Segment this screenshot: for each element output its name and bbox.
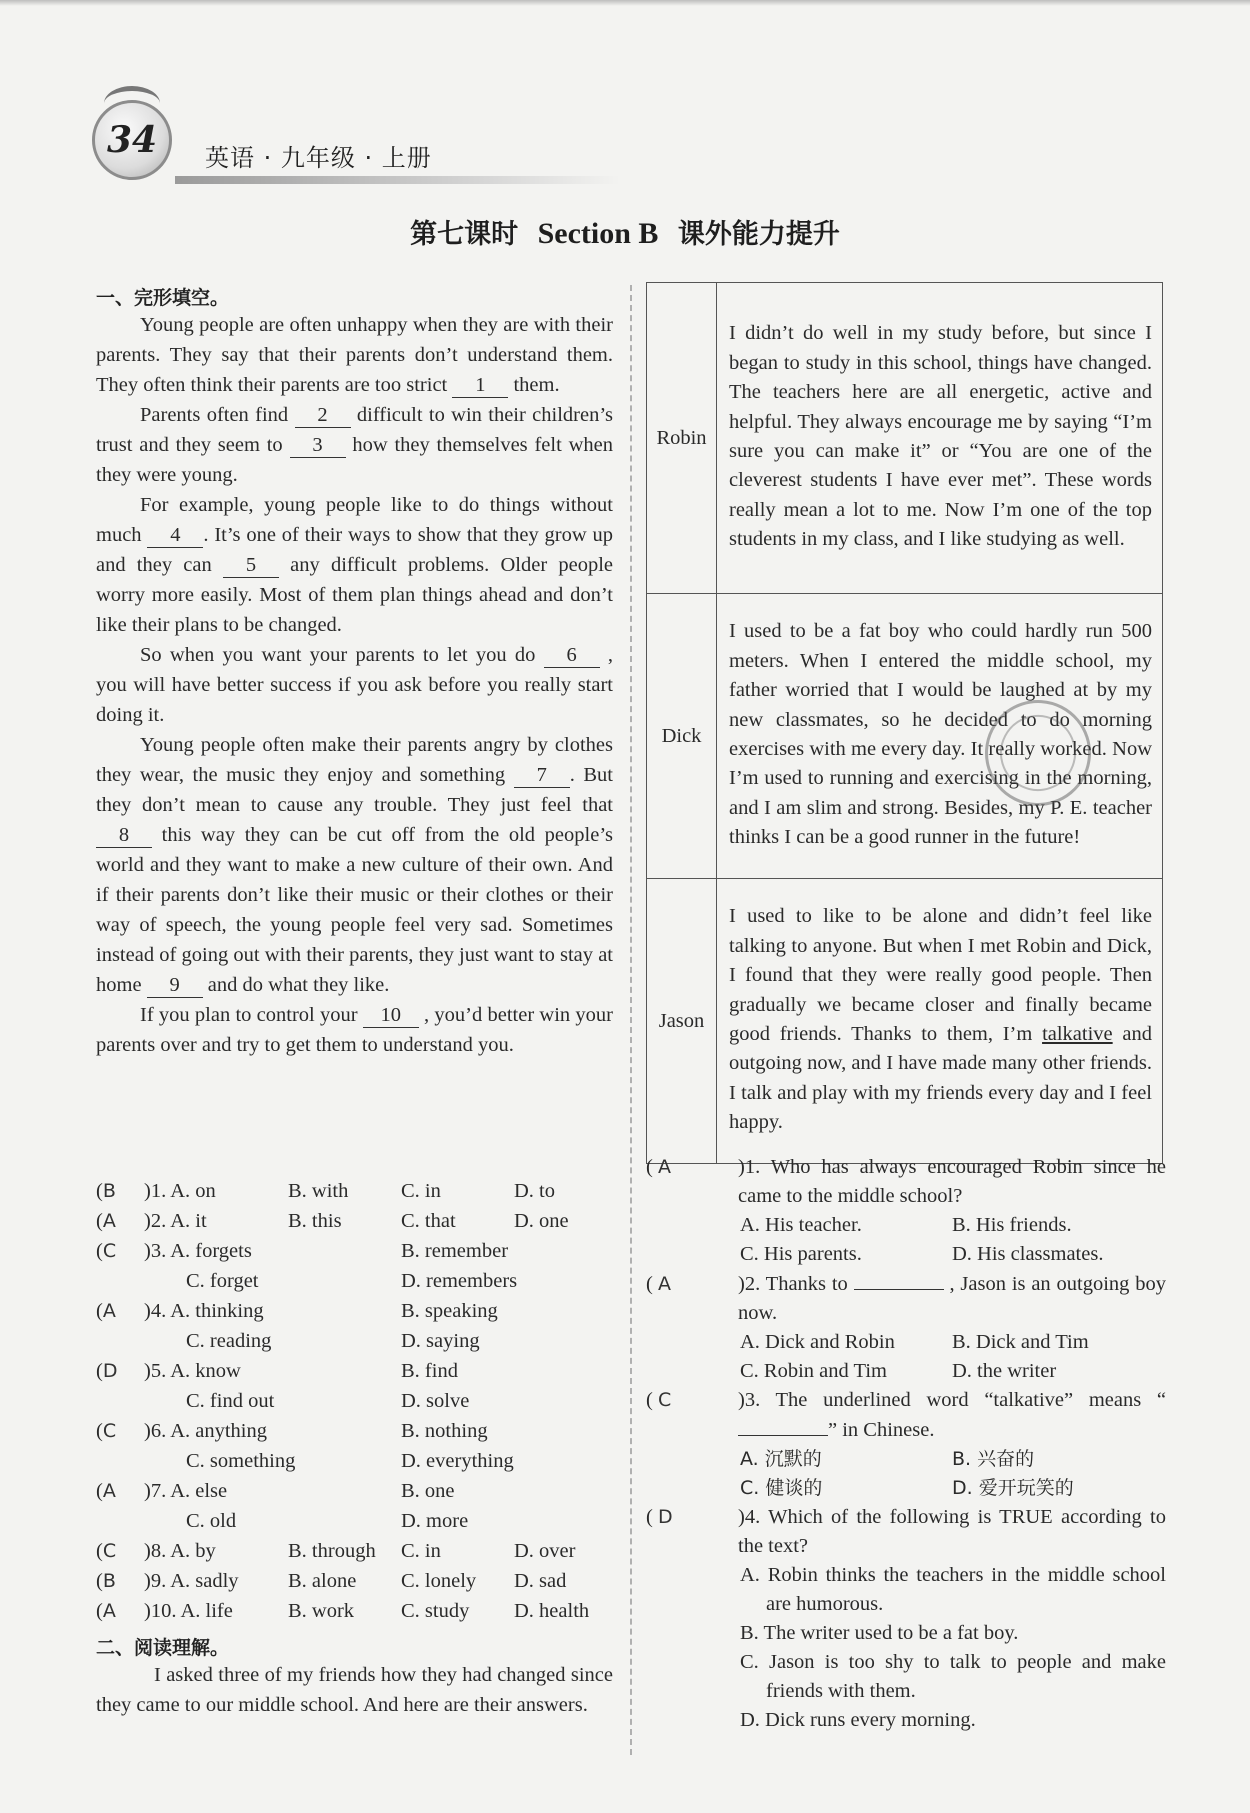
question-1	[646, 1153, 1166, 1269]
answers-table	[646, 282, 1163, 1164]
choice-d: D. Dick runs every morning.	[740, 1709, 976, 1731]
choice-c: C. Jason is too shy to talk to people and make friends with them.	[740, 1651, 1166, 1702]
choices-row	[646, 1328, 1166, 1357]
option-row-1	[96, 1180, 626, 1210]
option-d: D. to	[514, 1180, 555, 1202]
watermark-stamp-inner	[990, 705, 1086, 801]
option-b: B. through	[288, 1540, 376, 1562]
choice-c: C. 健谈的	[740, 1477, 823, 1499]
choice-a: A. His teacher.	[740, 1214, 862, 1236]
answer-paren: ( C	[646, 1389, 672, 1411]
reading-intro	[96, 1660, 613, 1720]
option-a: )8. A. by	[144, 1540, 216, 1562]
answer-paren: ( D	[96, 1360, 118, 1382]
option-c: C. old	[186, 1510, 237, 1532]
lesson-title	[0, 212, 1250, 251]
question-stem	[646, 1153, 1166, 1211]
choice-b: B. His friends.	[952, 1214, 1072, 1236]
option-d: D. remembers	[401, 1270, 518, 1292]
answer-paren: ( A	[646, 1273, 671, 1295]
option-c: C. find out	[186, 1390, 275, 1412]
cloze-paragraph-3	[96, 490, 613, 640]
answer-q4: D	[657, 1506, 673, 1528]
answer-1: B	[102, 1180, 116, 1202]
blank-8: 8	[96, 823, 152, 848]
answer-paren: ( A	[96, 1480, 116, 1502]
stem-text: )3. The underlined word “talkative” means “	[738, 1389, 1166, 1411]
text: and outgoing now, and I have made many other friends. I talk and play with my friends every day and I feel happy.	[729, 1023, 1152, 1134]
option-b: B. work	[288, 1600, 355, 1622]
text: , you will have better success if you ask before you really start doing it.	[96, 644, 613, 726]
option-d: D. saying	[401, 1330, 480, 1352]
reading-questions	[646, 1153, 1166, 1735]
option-c: C. study	[401, 1600, 470, 1622]
choice-d: D. 爱开玩笑的	[952, 1477, 1074, 1499]
option-row-9	[96, 1570, 626, 1600]
choice-c: C. Robin and Tim	[740, 1360, 887, 1382]
option-d: D. more	[401, 1510, 469, 1532]
text: how they themselves felt when they were young.	[96, 434, 613, 486]
blank-7: 7	[514, 763, 570, 788]
row-name: Jason	[647, 879, 717, 1164]
option-d: D. one	[514, 1210, 569, 1232]
cloze-paragraph-4	[96, 640, 613, 730]
cloze-heading: 一、完形填空。	[96, 287, 230, 309]
answer-paren: ( A	[96, 1600, 116, 1622]
option-row-5	[96, 1360, 626, 1390]
option-row-3	[96, 1240, 626, 1270]
answer-paren: ( C	[96, 1420, 117, 1442]
text: So when you want your parents to let you do	[140, 644, 544, 666]
option-b: B. remember	[401, 1240, 509, 1262]
table-row-robin	[647, 283, 1163, 594]
cloze-paragraph-2	[96, 400, 613, 490]
answer-paren: ( C	[96, 1540, 117, 1562]
cloze-paragraph-6	[96, 1000, 613, 1060]
answer-paren: ( C	[96, 1240, 117, 1262]
choices-row	[646, 1240, 1166, 1269]
answer-8: C	[102, 1540, 117, 1562]
choice-d: D. the writer	[952, 1360, 1057, 1382]
answer-3: C	[102, 1240, 117, 1262]
option-b: B. one	[401, 1480, 455, 1502]
row-name: Robin	[647, 283, 717, 594]
option-b: B. nothing	[401, 1420, 488, 1442]
text: I used to like to be alone and didn’t feel like talking to anyone. But when I met Robin and Dick, I found that they were really good people. Then gradually we became closer and finally became good friends. Thanks to them, I’m	[729, 905, 1152, 1045]
option-c: C. in	[401, 1180, 441, 1202]
answer-7: A	[102, 1480, 116, 1502]
text: For example, young people like to do things without much	[96, 494, 613, 546]
blank-1: 1	[452, 373, 508, 398]
text: and do what they like.	[202, 974, 390, 996]
choice-b: B. Dick and Tim	[952, 1331, 1089, 1353]
option-row-7	[96, 1480, 626, 1510]
answer-5: D	[102, 1360, 118, 1382]
underlined-word: talkative	[1042, 1023, 1113, 1045]
option-b: B. alone	[288, 1570, 357, 1592]
text: difficult to win their children’s trust and they seem to	[96, 404, 614, 456]
blank-5: 5	[223, 553, 279, 578]
text: , you’d better win your parents over and try to get them to understand you.	[96, 1004, 613, 1056]
text: them.	[508, 374, 560, 396]
answer-paren: ( B	[96, 1180, 116, 1202]
page-number: 34	[106, 119, 158, 161]
text: Young people are often unhappy when they are with their parents. They say that their parents don’t understand them. They often think their parents are too strict	[96, 314, 613, 396]
question-stem	[646, 1386, 1166, 1445]
cloze-options	[96, 1180, 626, 1630]
option-a: )2. A. it	[144, 1210, 207, 1232]
choice-a: A. Robin thinks the teachers in the middle school are humorous.	[740, 1564, 1166, 1615]
option-a: )9. A. sadly	[144, 1570, 239, 1592]
option-d: D. everything	[401, 1450, 514, 1472]
option-row-6b	[96, 1450, 626, 1480]
answer-paren: ( A	[96, 1300, 116, 1322]
answer-4: A	[102, 1300, 116, 1322]
answer-q3: C	[657, 1389, 672, 1411]
row-text: I used to be a fat boy who could hardly run 500 meters. When I entered the middle school, my father worried that I would be laughed at by my new classmates, so he decided to do morning exercises with me every day. It really worked. Now I’m used to running and exercising in the morning, and I am slim and strong. Besides, my P. E. teacher thinks I can be a good runner in the future!	[717, 594, 1163, 879]
text: this way they can be cut off from the old people’s world and they want to make a new culture of their own. And if their parents don’t like their music or their clothes or their way of speech, the young people feel very sad. Sometimes instead of going out with their parents, they just want to stay at home	[96, 824, 613, 996]
option-b: B. find	[401, 1360, 458, 1382]
choice-d: D. His classmates.	[952, 1243, 1104, 1265]
option-row-6	[96, 1420, 626, 1450]
option-a: )3. A. forgets	[144, 1240, 252, 1262]
question-stem	[646, 1503, 1166, 1561]
option-row-4b	[96, 1330, 626, 1360]
stem-text: )1. Who has always encouraged Robin since he came to the middle school?	[738, 1156, 1166, 1207]
option-row-7b	[96, 1510, 626, 1540]
blank-2: 2	[295, 403, 351, 428]
book-title: 英语 · 九年级 · 上册	[205, 144, 432, 172]
blank-10: 10	[363, 1003, 419, 1028]
option-c: C. in	[401, 1540, 441, 1562]
option-b: B. this	[288, 1210, 342, 1232]
blank-9: 9	[147, 973, 203, 998]
lesson-suffix: 课外能力提升	[677, 219, 840, 250]
option-a: )1. A. on	[144, 1180, 216, 1202]
row-text	[717, 879, 1163, 1164]
text: any difficult problems. Older people worry more easily. Most of them plan things ahead and don’t like their plans to be changed.	[96, 554, 613, 636]
row-name: Dick	[647, 594, 717, 879]
answer-10: A	[102, 1600, 116, 1622]
option-d: D. over	[514, 1540, 576, 1562]
option-row-10	[96, 1600, 626, 1630]
text: . It’s one of their ways to show that they grow up and they can	[96, 524, 613, 576]
option-c: C. lonely	[401, 1570, 477, 1592]
answer-9: B	[102, 1570, 116, 1592]
option-c: C. forget	[186, 1270, 259, 1292]
stem-text: , Jason is an outgoing boy now.	[738, 1273, 1166, 1324]
blank-4: 4	[147, 523, 203, 548]
option-row-5b	[96, 1390, 626, 1420]
option-d: D. health	[514, 1600, 590, 1622]
text: If you plan to control your	[140, 1004, 363, 1026]
table-row-jason	[647, 879, 1163, 1164]
page-number-badge	[92, 100, 172, 180]
question-stem	[646, 1269, 1166, 1328]
question-2	[646, 1269, 1166, 1386]
option-a: )5. A. know	[144, 1360, 241, 1382]
option-a: )10. A. life	[144, 1600, 233, 1622]
stem-text: ” in Chinese.	[828, 1419, 935, 1441]
answer-paren: ( D	[646, 1506, 673, 1528]
stem-text: )4. Which of the following is TRUE according to the text?	[738, 1506, 1166, 1557]
option-row-3b	[96, 1270, 626, 1300]
option-d: D. solve	[401, 1390, 470, 1412]
row-text: I didn’t do well in my study before, but since I began to study in this school, things have changed. The teachers here are all energetic, active and helpful. They always encourage me by saying “I’m sure you can make it” or “You are one of the cleverest students I have ever met”. These words really mean a lot to me. Now I’m one of the top students in my class, and I like studying as well.	[717, 283, 1163, 594]
answer-blank	[738, 1415, 828, 1436]
blank-6: 6	[544, 643, 600, 668]
choice-b: B. 兴奋的	[952, 1448, 1035, 1470]
option-c: C. something	[186, 1450, 296, 1472]
choices-row	[646, 1445, 1166, 1474]
option-row-8	[96, 1540, 626, 1570]
question-3	[646, 1386, 1166, 1503]
answer-6: C	[102, 1420, 117, 1442]
text: . But they don’t mean to cause any trouble. They just feel that	[96, 764, 613, 816]
stem-text: )2. Thanks to	[738, 1273, 854, 1295]
cloze-paragraph-5	[96, 730, 613, 1000]
answer-paren: ( A	[96, 1210, 116, 1232]
option-a: )6. A. anything	[144, 1420, 267, 1442]
answer-2: A	[102, 1210, 116, 1232]
choice-a: A. Dick and Robin	[740, 1331, 895, 1353]
choice-b: B. The writer used to be a fat boy.	[740, 1622, 1019, 1644]
header-rule	[175, 176, 620, 184]
option-b: B. with	[288, 1180, 349, 1202]
choices-row	[646, 1211, 1166, 1240]
answer-paren: ( A	[646, 1156, 671, 1178]
lesson-prefix: 第七课时	[410, 219, 519, 250]
text: Parents often find	[140, 404, 295, 426]
option-c: C. that	[401, 1210, 456, 1232]
lesson-section: Section B	[537, 217, 659, 250]
option-b: B. speaking	[401, 1300, 498, 1322]
answer-paren: ( B	[96, 1570, 116, 1592]
choice-c: C. His parents.	[740, 1243, 862, 1265]
choice-a: A. 沉默的	[740, 1448, 822, 1470]
option-d: D. sad	[514, 1570, 567, 1592]
option-row-4	[96, 1300, 626, 1330]
choices-row	[646, 1474, 1166, 1503]
column-divider	[630, 285, 632, 1755]
top-edge	[0, 0, 1250, 6]
question-4	[646, 1503, 1166, 1735]
answer-q2: A	[657, 1273, 671, 1295]
reading-heading: 二、阅读理解。	[96, 1637, 230, 1659]
cloze-paragraph-1	[96, 310, 613, 400]
cloze-passage	[96, 310, 613, 1060]
blank-3: 3	[290, 433, 346, 458]
choices-row	[646, 1357, 1166, 1386]
text: Young people often make their parents angry by clothes they wear, the music they enjoy and something	[96, 734, 613, 786]
reading-intro-text: I asked three of my friends how they had changed since they came to our middle school. And here are their answers.	[96, 1664, 613, 1716]
option-row-2	[96, 1210, 626, 1240]
option-a: )7. A. else	[144, 1480, 228, 1502]
option-c: C. reading	[186, 1330, 272, 1352]
option-a: )4. A. thinking	[144, 1300, 264, 1322]
answer-q1: A	[657, 1156, 671, 1178]
answer-blank	[854, 1269, 944, 1290]
